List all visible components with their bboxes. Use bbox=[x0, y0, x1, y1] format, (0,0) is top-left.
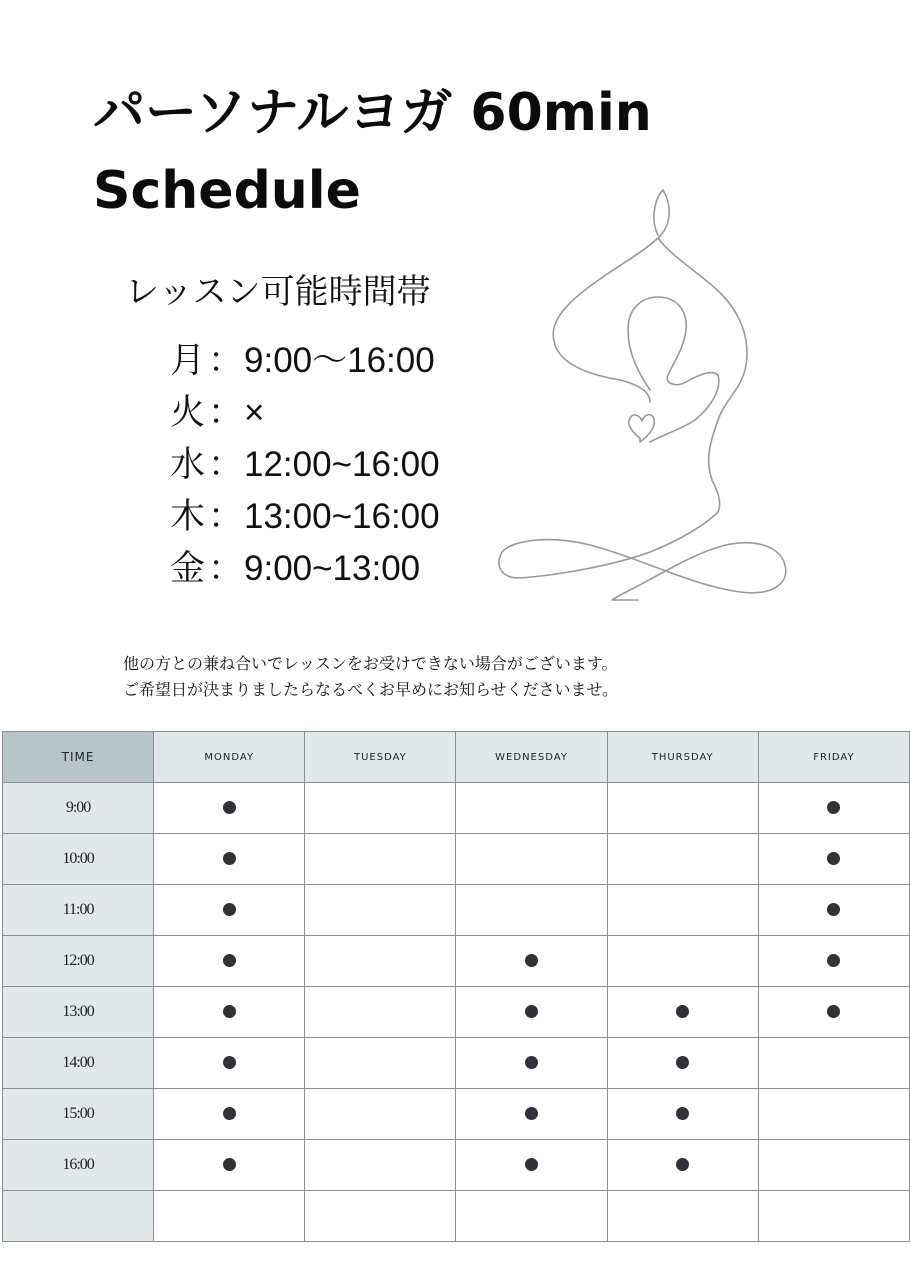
slot-empty-cell bbox=[305, 1038, 456, 1089]
hours-colon: ： bbox=[208, 341, 244, 381]
hours-item-thu bbox=[170, 491, 440, 543]
available-dot-icon bbox=[525, 954, 538, 967]
slot-available-cell bbox=[154, 987, 305, 1038]
slot-empty-cell bbox=[607, 834, 758, 885]
available-dot-icon bbox=[676, 1005, 689, 1018]
hours-value: 12:00~16:00 bbox=[244, 445, 440, 484]
slot-available-cell bbox=[607, 1140, 758, 1191]
slot-empty-cell bbox=[305, 783, 456, 834]
slot-available-cell bbox=[154, 783, 305, 834]
column-header-wednesday: WEDNESDAY bbox=[456, 732, 607, 783]
slot-available-cell bbox=[456, 1038, 607, 1089]
available-dot-icon bbox=[223, 1005, 236, 1018]
hours-item-fri bbox=[170, 543, 440, 595]
available-dot-icon bbox=[827, 954, 840, 967]
column-header-monday: MONDAY bbox=[154, 732, 305, 783]
hours-day: 金 bbox=[170, 549, 206, 589]
available-dot-icon bbox=[223, 1056, 236, 1069]
hours-day: 月 bbox=[170, 341, 206, 381]
hours-colon: ： bbox=[208, 497, 244, 537]
time-cell: 14:00 bbox=[3, 1038, 154, 1089]
title-line-2: Schedule bbox=[93, 161, 361, 221]
slot-available-cell bbox=[154, 885, 305, 936]
slot-available-cell bbox=[758, 987, 909, 1038]
available-hours-list bbox=[170, 335, 440, 595]
schedule-table bbox=[2, 731, 910, 1242]
slot-available-cell bbox=[758, 834, 909, 885]
slot-available-cell bbox=[456, 987, 607, 1038]
hours-item-wed bbox=[170, 439, 440, 491]
slot-available-cell bbox=[607, 1038, 758, 1089]
available-dot-icon bbox=[223, 903, 236, 916]
table-row bbox=[3, 936, 910, 987]
slot-empty-cell bbox=[607, 936, 758, 987]
hours-day: 木 bbox=[170, 497, 206, 537]
available-dot-icon bbox=[223, 1107, 236, 1120]
slot-empty-cell bbox=[154, 1191, 305, 1242]
available-dot-icon bbox=[827, 1005, 840, 1018]
hours-colon: ： bbox=[208, 393, 244, 433]
hours-item-tue bbox=[170, 387, 440, 439]
column-header-time: TIME bbox=[3, 732, 154, 783]
slot-empty-cell bbox=[758, 1038, 909, 1089]
yoga-pose-line-art-icon bbox=[490, 180, 800, 610]
hours-value: × bbox=[244, 393, 265, 432]
slot-available-cell bbox=[456, 1089, 607, 1140]
table-row bbox=[3, 1191, 910, 1242]
schedule-header-row bbox=[3, 732, 910, 783]
slot-available-cell bbox=[758, 783, 909, 834]
slot-available-cell bbox=[154, 834, 305, 885]
slot-empty-cell bbox=[305, 834, 456, 885]
available-dot-icon bbox=[827, 903, 840, 916]
hours-value: 9:00~13:00 bbox=[244, 549, 421, 588]
available-dot-icon bbox=[223, 1158, 236, 1171]
slot-available-cell bbox=[154, 1038, 305, 1089]
time-cell: 16:00 bbox=[3, 1140, 154, 1191]
table-row bbox=[3, 783, 910, 834]
available-dot-icon bbox=[827, 801, 840, 814]
slot-available-cell bbox=[456, 1140, 607, 1191]
slot-empty-cell bbox=[305, 1140, 456, 1191]
table-row bbox=[3, 1089, 910, 1140]
time-cell: 12:00 bbox=[3, 936, 154, 987]
available-dot-icon bbox=[827, 852, 840, 865]
slot-empty-cell bbox=[456, 1191, 607, 1242]
slot-available-cell bbox=[154, 936, 305, 987]
table-row bbox=[3, 1140, 910, 1191]
hours-day: 水 bbox=[170, 445, 206, 485]
slot-empty-cell bbox=[758, 1140, 909, 1191]
lesson-notice bbox=[123, 651, 618, 703]
hours-value: 9:00〜16:00 bbox=[244, 341, 435, 380]
available-dot-icon bbox=[525, 1158, 538, 1171]
schedule-body bbox=[3, 783, 910, 1242]
column-header-friday: FRIDAY bbox=[758, 732, 909, 783]
slot-empty-cell bbox=[456, 783, 607, 834]
available-dot-icon bbox=[223, 954, 236, 967]
notice-line-1: 他の方との兼ね合いでレッスンをお受けできない場合がございます。 bbox=[123, 654, 618, 673]
slot-empty-cell bbox=[305, 885, 456, 936]
hours-colon: ： bbox=[208, 549, 244, 589]
hours-item-mon bbox=[170, 335, 440, 387]
time-cell: 11:00 bbox=[3, 885, 154, 936]
available-dot-icon bbox=[525, 1005, 538, 1018]
available-dot-icon bbox=[525, 1056, 538, 1069]
available-dot-icon bbox=[676, 1107, 689, 1120]
slot-empty-cell bbox=[305, 1191, 456, 1242]
slot-available-cell bbox=[758, 885, 909, 936]
notice-line-2: ご希望日が決まりましたらなるべくお早めにお知らせくださいませ。 bbox=[123, 680, 619, 699]
available-dot-icon bbox=[223, 801, 236, 814]
column-header-thursday: THURSDAY bbox=[607, 732, 758, 783]
slot-empty-cell bbox=[305, 936, 456, 987]
hours-day: 火 bbox=[170, 393, 206, 433]
slot-empty-cell bbox=[456, 885, 607, 936]
time-cell: 9:00 bbox=[3, 783, 154, 834]
slot-available-cell bbox=[607, 987, 758, 1038]
slot-empty-cell bbox=[758, 1089, 909, 1140]
available-dot-icon bbox=[676, 1158, 689, 1171]
slot-empty-cell bbox=[305, 987, 456, 1038]
hours-colon: ： bbox=[208, 445, 244, 485]
slot-available-cell bbox=[154, 1089, 305, 1140]
slot-empty-cell bbox=[607, 1191, 758, 1242]
slot-empty-cell bbox=[758, 1191, 909, 1242]
slot-empty-cell bbox=[456, 834, 607, 885]
slot-empty-cell bbox=[305, 1089, 456, 1140]
table-row bbox=[3, 987, 910, 1038]
available-dot-icon bbox=[676, 1056, 689, 1069]
table-row bbox=[3, 885, 910, 936]
time-cell: 13:00 bbox=[3, 987, 154, 1038]
time-cell: 15:00 bbox=[3, 1089, 154, 1140]
available-hours-heading: レッスン可能時間帯 bbox=[125, 272, 431, 312]
title-line-1: パーソナルヨガ 60min bbox=[93, 83, 652, 143]
table-row bbox=[3, 1038, 910, 1089]
time-cell: 10:00 bbox=[3, 834, 154, 885]
slot-available-cell bbox=[456, 936, 607, 987]
column-header-tuesday: TUESDAY bbox=[305, 732, 456, 783]
slot-empty-cell bbox=[607, 885, 758, 936]
slot-empty-cell bbox=[607, 783, 758, 834]
slot-available-cell bbox=[154, 1140, 305, 1191]
slot-available-cell bbox=[607, 1089, 758, 1140]
table-row bbox=[3, 834, 910, 885]
available-dot-icon bbox=[223, 852, 236, 865]
time-cell bbox=[3, 1191, 154, 1242]
slot-available-cell bbox=[758, 936, 909, 987]
available-dot-icon bbox=[525, 1107, 538, 1120]
hours-value: 13:00~16:00 bbox=[244, 497, 440, 536]
